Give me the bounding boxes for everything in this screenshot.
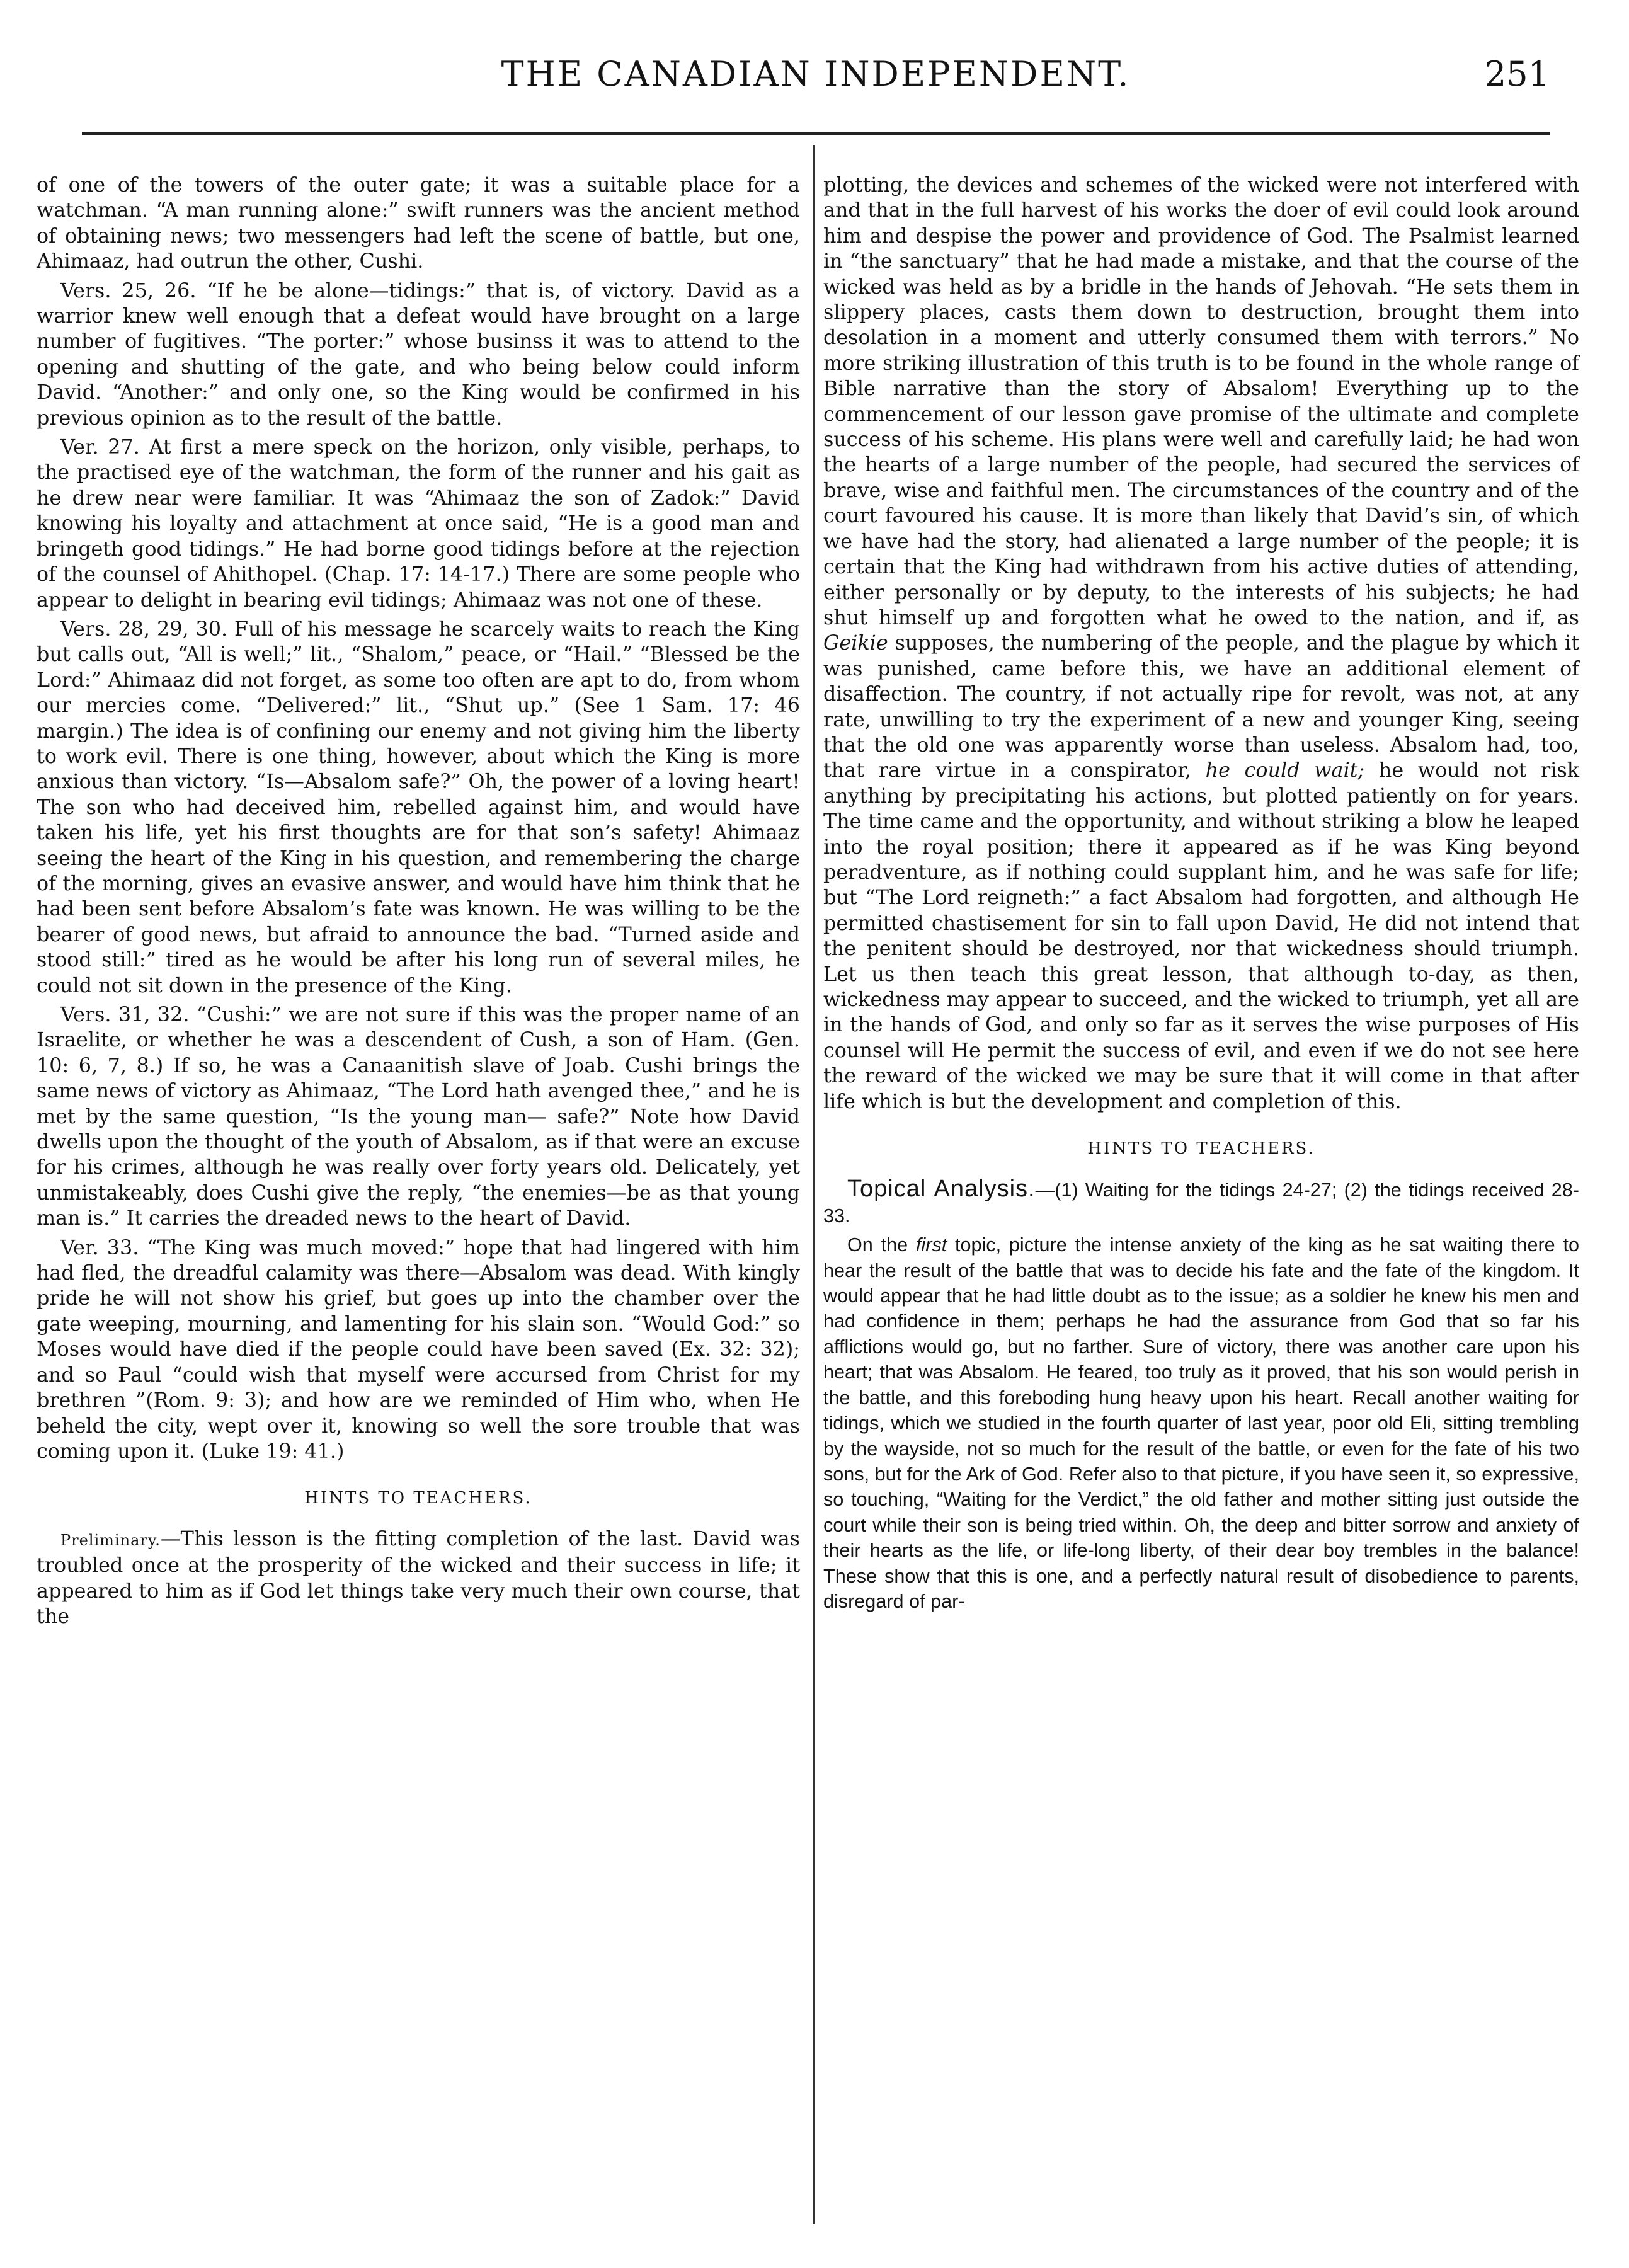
italic-text: Geikie bbox=[823, 631, 888, 655]
paragraph-text: supposes, the numbering of the people, and the plague by which it was punished, came before this, we have an additional element of disaffection. The country, if not actually ripe for revolt, was not, at any rate, unwilling to try the experiment of a new and younger King, seeing that the old one was apparently worse than useless. Absalom had, too, that rare virtue in a conspirator, bbox=[823, 631, 1579, 782]
paragraph: Vers. 28, 29, 30. Full of his message he scarcely waits to reach the King but calls out, “All is well;” lit., “Shalom,” peace, or “Hail.” “Blessed be the Lord:” Ahimaaz did not forget, as some too often are apt to do, from whom our mercies come. “Delivered:” lit., “Shut up.” (See 1 Sam. 17: 46 margin.) The idea is of confining our enemy and not giving him the liberty to work evil. There is one thing, however, about which the King is more anxious than victory. “Is—Absalom safe?” Oh, the power of a loving heart! The son who had deceived him, rebelled against him, and would have taken his life, yet his first thoughts are for that son’s safety! Ahimaaz seeing the heart of the King in his question, and remembering the charge of the morning, gives an evasive answer, and would have him think that he had been sent before Absalom’s fate was known. He was willing to be the bearer of good news, but afraid to announce the bad. “Turned aside and stood still:” tired as he would be after his long run of several miles, he could not sit down in the presence of the King. bbox=[37, 617, 800, 997]
publication-title: THE CANADIAN INDEPENDENT. bbox=[501, 54, 1131, 94]
paragraph: of one of the towers of the outer gate; it was a suitable place for a watchman. “A man running alone:” swift runners was the ancient method of obtaining news; two messengers had left the scene of battle, but one, Ahimaaz, had outrun the other, Cushi. bbox=[37, 173, 800, 273]
section-heading: HINTS TO TEACHERS. bbox=[304, 1489, 532, 1508]
paragraph: Ver. 27. At first a mere speck on the horizon, only visible, perhaps, to the practised eye of the watchman, the form of the runner and his gait as he drew near were familiar. It was “Ahimaaz the son of Zadok:” David knowing his loyalty and attachment at once said, “He is a good man and bringeth good tidings.” He had borne good tidings before at the rejection of the counsel of Ahithopel. (Chap. 17: 14-17.) There are some people who appear to delight in bearing evil tidings; Ahimaaz was not one of these. bbox=[37, 435, 800, 612]
paragraph bbox=[823, 173, 1579, 1114]
paragraph: Ver. 33. “The King was much moved:” hope that had lingered with him had fled, the dreadful calamity was there—Absalom was dead. With kingly pride he will not show his grief, but goes up into the chamber over the gate weeping, mourning, and lamenting for his slain son. “Would God:” so Moses would have died if the people could have been saved (Ex. 32: 32); and so Paul “could wish that myself were accursed from Christ for my brethren ”(Rom. 9: 3); and how are we reminded of Him who, when He beheld the city, wept over it, knowing so well the sore trouble that was coming upon it. (Luke 19: 41.) bbox=[37, 1235, 800, 1463]
paragraph-text: topic, picture the intense anxiety of the king as he sat waiting there to hear the result of the battle that was to decide his fate and the fate of the kingdom. It would appear that he had little doubt as to the issue; as a soldier he knew his men and had confidence in them; perhaps he had the assurance from God that so far his afflictions would go, but no farther. Sure of victory, there was another care upon his heart; that was Absalom. He feared, too truly as it proved, that his son would perish in the battle, and this foreboding hung heavy upon his heart. Recall another waiting for tidings, which we studied in the fourth quarter of last year, poor old Eli, sitting trembling by the wayside, not so much for the result of the battle, or even for the fate of his two sons, but for the Ark of God. Refer also to that picture, if you have seen it, so expressive, so touching, “Waiting for the Verdict,” the old father and mother sitting just outside the court while their son is being tried within. Oh, the deep and bitter sorrow and anxiety of their hearts as the life, or life-long liberty, of their dear boy trembles in the balance! These show that this is one, and a perfectly natural result of disobedience to parents, disregard of par- bbox=[823, 1234, 1579, 1612]
paragraph-text: —This lesson is the fitting completion of the last. David was troubled once at the prosperity of the wicked and their success in life; it appeared to him as if God let things take very much their own course, that the bbox=[37, 1526, 800, 1628]
paragraph-text: he would not risk anything by precipitating his actions, but plotted patiently on for years. The time came and the opportunity, and without striking a blow he leaped into the royal position; there it appeared as if he was King beyond peradventure, as if nothing could supplant him, and he was safe for life; but “The Lord reigneth:” a fact Absalom had forgotten, and although He permitted chastisement for sin to fall upon David, He did not intend that the penitent should be destroyed, nor that wickedness should triumph. Let us then teach this great lesson, that although to-day, as then, wickedness may appear to succeed, and the wicked to triumph, yet all are in the hands of God, and only so far as it serves the wise purposes of His counsel will He permit the success of evil, and even if we do not see here the reward of the wicked we may be sure that it will come in that after life which is but the development and completion of this. bbox=[823, 759, 1579, 1113]
paragraph bbox=[823, 1232, 1579, 1614]
topical-heading: Topical Analysis. bbox=[847, 1176, 1036, 1203]
paragraph bbox=[37, 1526, 800, 1630]
paragraph-text: On the bbox=[847, 1234, 908, 1256]
paragraph bbox=[823, 1176, 1579, 1228]
italic-text: first bbox=[915, 1234, 947, 1256]
right-column bbox=[823, 173, 1579, 1618]
paragraph-text: —(1) Waiting for the tidings 24-27; (2) the tidings received 28-33. bbox=[823, 1179, 1579, 1227]
italic-text: he could wait; bbox=[1205, 759, 1365, 782]
column-divider bbox=[813, 145, 815, 2224]
paragraph: Vers. 31, 32. “Cushi:” we are not sure if this was the proper name of an Israelite, or whether he was a descendent of Cush, a son of Ham. (Gen. 10: 6, 7, 8.) If so, he was a Canaanitish slave of Joab. Cushi brings the same news of victory as Ahimaaz, “The Lord hath avenged thee,” and he is met by the same question, “Is the young man— safe?” Note how David dwells upon the thought of the youth of Absalom, as if that were an excuse for his crimes, although he was really over forty years old. Delicately, yet unmistakeably, does Cushi give the reply, “the enemies—be as that young man is.” It carries the dreaded news to the heart of David. bbox=[37, 1003, 800, 1230]
header-rule bbox=[82, 132, 1550, 135]
preliminary-label: Preliminary. bbox=[60, 1531, 161, 1549]
section-heading: HINTS TO TEACHERS. bbox=[1087, 1139, 1315, 1159]
paragraph-text: plotting, the devices and schemes of the wicked were not interfered with and that in the full harvest of his works the doer of evil could look around him and despise the power and providence of God. The Psalmist learned in “the sanctuary” that he had made a mistake, and that the course of the wicked was held as by a bridle in the hands of Jehovah. “He sets them in slippery places, casts them down to destruction, brought them into desolation in a moment and utterly consumed them with terrors.” No more striking illustration of this truth is to be found in the whole range of Bible narrative than the story of Absalom! Everything up to the commencement of our lesson gave promise of the ultimate and complete success of his scheme. His plans were well and carefully laid; he had won the hearts of a large number of the people, had secured the services of brave, wise and faithful men. The circumstances of the country and of the court favoured his cause. It is more than likely that David’s sin, of which we have had the story, had alienated a large number of the people; it is certain that the King had withdrawn from his active duties of attending, either personally or by deputy, to the interests of his subjects; he had shut himself up and forgotten what he owed to the nation, and if, as bbox=[823, 173, 1579, 629]
paragraph: Vers. 25, 26. “If he be alone—tidings:” that is, of victory. David as a warrior knew well enough that a defeat would have brought on a large number of fugitives. “The porter:” whose businss it was to attend to the opening and shutting of the gate, and who being below could inform David. “Another:” and only one, so the King would be confirmed in his previous opinion as to the result of the battle. bbox=[37, 278, 800, 430]
page-number: 251 bbox=[1484, 54, 1550, 94]
page-header bbox=[82, 54, 1550, 111]
left-column bbox=[37, 173, 800, 1633]
